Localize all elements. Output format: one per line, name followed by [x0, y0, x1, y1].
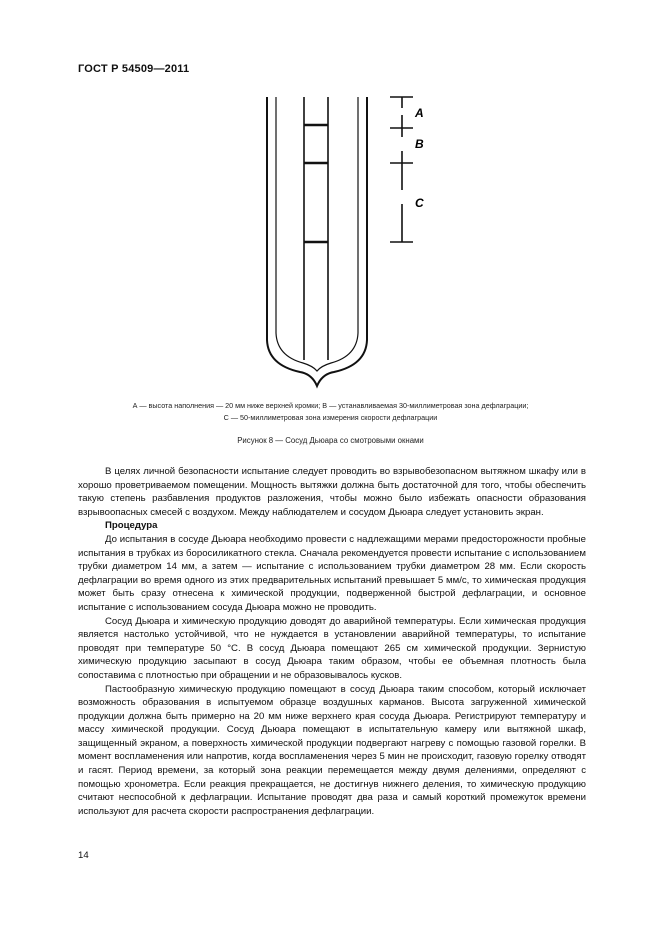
label-a: А: [415, 106, 424, 120]
section-heading: Процедура: [105, 520, 158, 532]
label-b: В: [415, 137, 424, 151]
figure-legend-line-2: С — 50-миллиметровая зона измерения скорости дефлаграции: [223, 413, 438, 422]
paragraph-procedure: Пастообразную химическую продукцию помещают в сосуд Дьюара таким способом, который исключает возможность образования в испытуемом образце воздушных карманов. Высота загруженной химической продукции должна быть примерно на 20 мм ниже верхнего края сосуда Дьюара. Регистрируют температуру и массу химической продукции. Сосуд Дьюара помещают в испытательную камеру или вытяжной шкаф, защищенный экраном, а поверхность химической продукции подвергают нагреву с помощью газовой горелки. В момент воспламенения или напротив, когда воспламенения через 5 мин не происходит, газовую горелку отводят и гасят. Период времени, за который зона реакции перемещается между двумя делениями, определяют с помощью хронометра. Если реакция прекращается, не достигнув нижнего деления, то химическую продукцию считают неспособной к дефлаграции. Испытание проводят два раза и самый короткий промежуток времени используют для расчета скорости распространения дефлаграции.: [78, 683, 586, 817]
paragraph-safety: В целях личной безопасности испытание следует проводить во взрывобезопасном вытяжном шкафу или в хорошо проветриваемом помещении. Мощность вытяжки должна быть достаточной для того, чтобы обеспечить такую степень разбавления продуктов разложения, чтобы можно было избежать опасности образования взрывоопасных смесей с воздухом. Между наблюдателем и сосудом Дьюара следует установить экран.: [78, 466, 586, 518]
figure-legend-line-1: А — высота наполнения — 20 мм ниже верхней кромки; В — устанавливаемая 30-миллиметровая зона дефлаграции;: [132, 401, 529, 410]
vessel-inner-wall: [276, 97, 358, 371]
label-c: С: [415, 196, 424, 210]
body-text: [78, 465, 586, 818]
paragraph-temperature: Сосуд Дьюара и химическую продукцию доводят до аварийной температуры. Если химическая продукция является настолько устойчивой, что не нуждается в установлении аварийной температуры, то испытание проводят при температуре 50 °С. В сосуд Дьюара помещают 265 см химической продукции. Зернистую химическую продукцию засыпают в сосуд Дьюара таким образом, чтобы ее объемная плотность была сопоставима с плотностью при обращении и не образовывалось кусков.: [78, 615, 586, 681]
dewar-vessel-figure: [0, 0, 661, 400]
figure-title: Рисунок 8 — Сосуд Дьюара со смотровыми окнами: [237, 436, 424, 445]
paragraph-preliminary: До испытания в сосуде Дьюара необходимо провести с надлежащими мерами предосторожности пробные испытания в трубках из боросиликатного стекла. Сначала рекомендуется провести испытание с использованием трубки диаметром 14 мм, а затем — испытание с использованием трубки диаметром 28 мм. Если скорость дефлаграции во время одного из этих предварительных испытаний превышает 5 мм/с, то химическая продукция может быть сразу отнесена к химической продукции, подверженной быстрой дефлаграции, и основное испытание с использованием сосуда Дьюара можно не проводить.: [78, 533, 586, 613]
page-number: 14: [78, 850, 89, 861]
document-header: ГОСТ Р 54509—2011: [78, 63, 190, 75]
